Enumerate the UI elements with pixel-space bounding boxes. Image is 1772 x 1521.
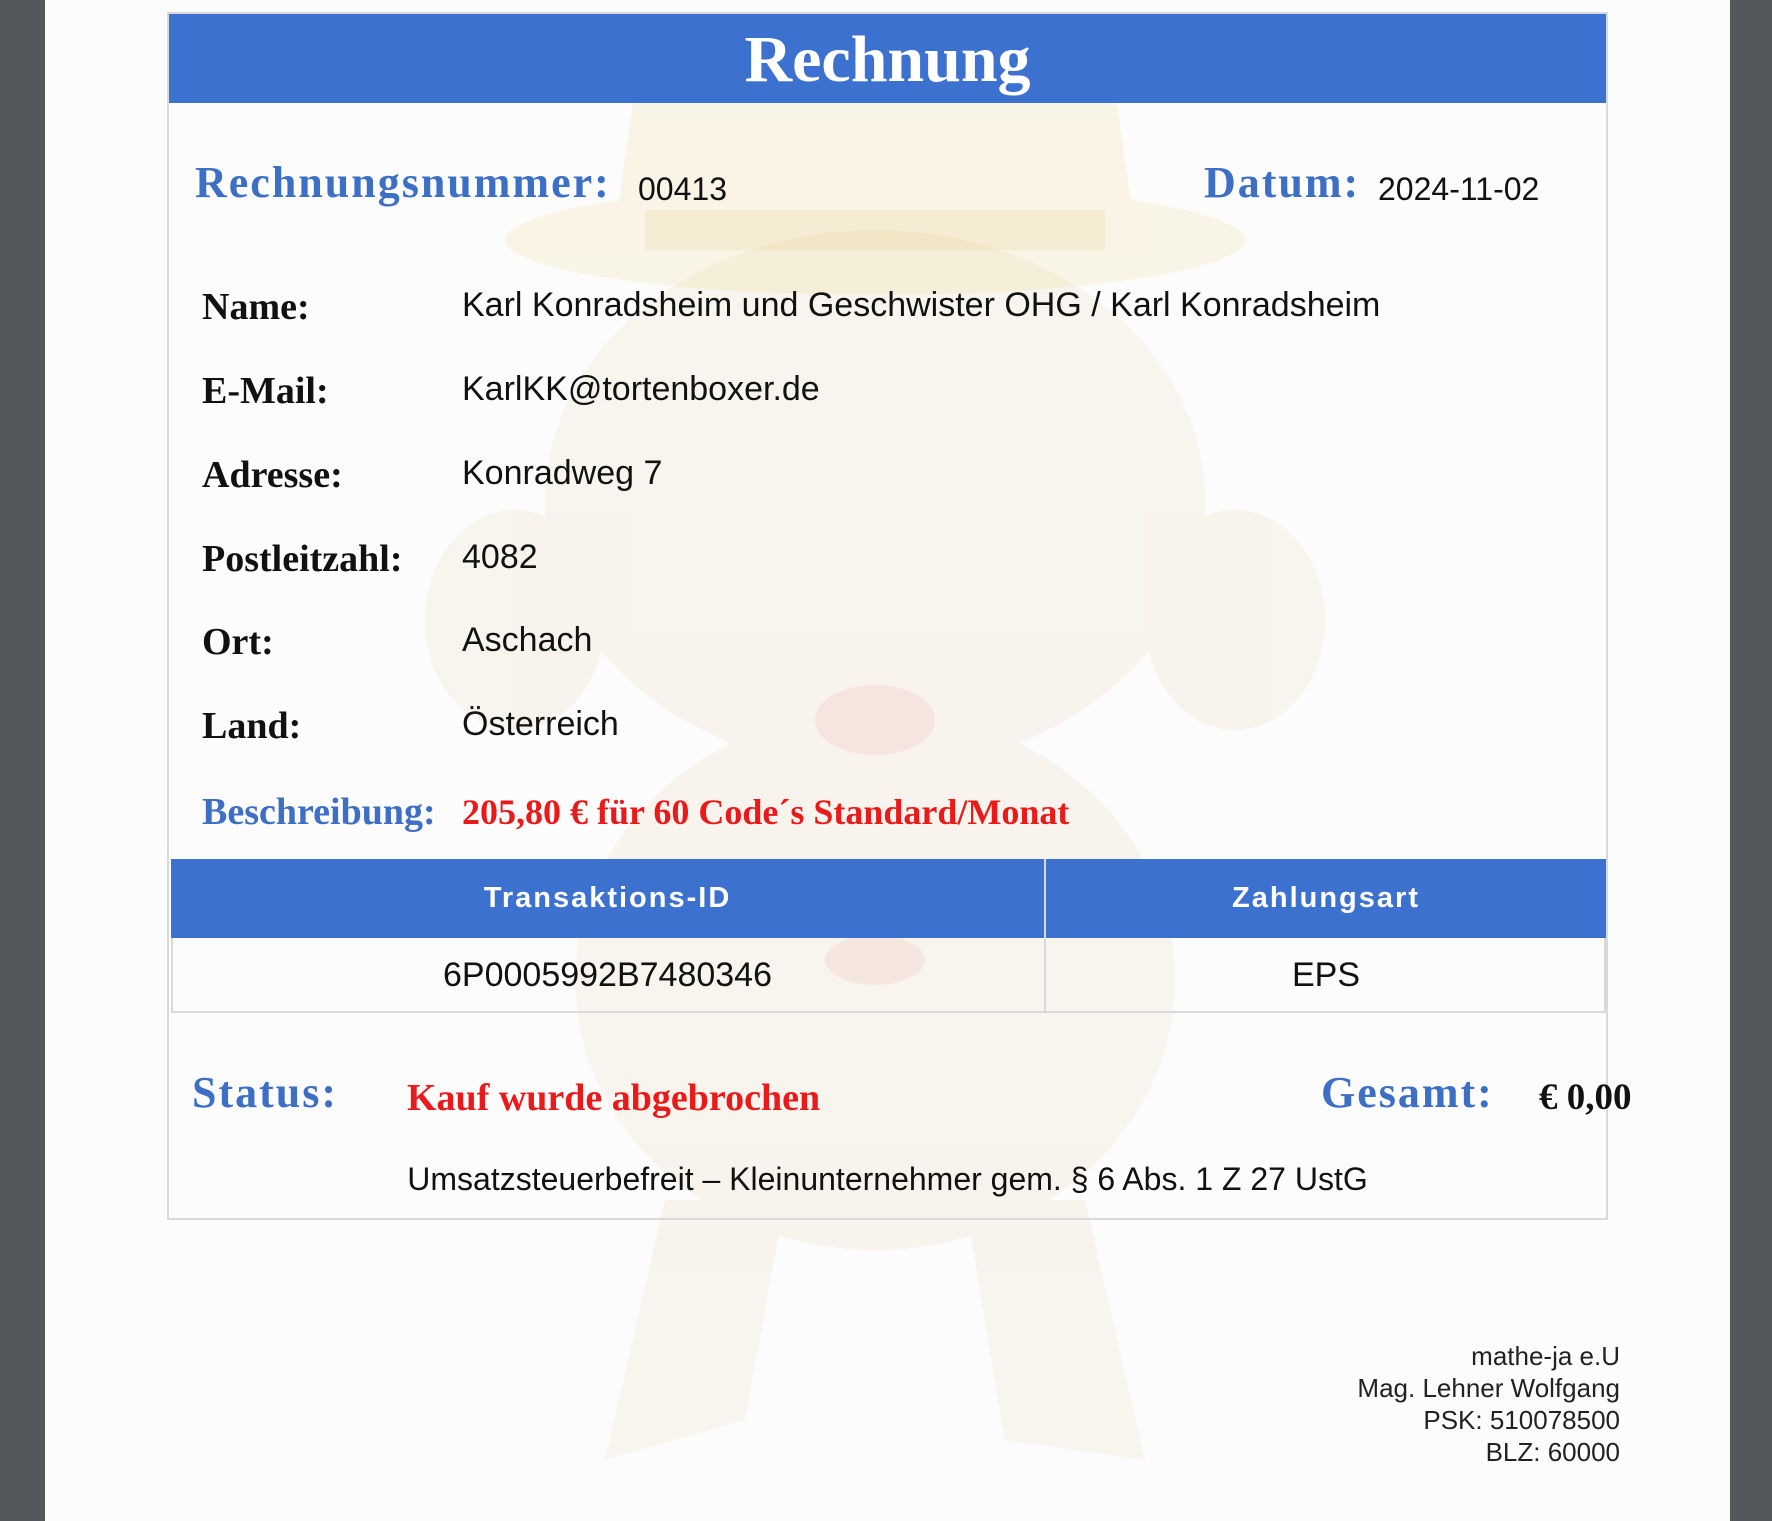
total-value: € 0,00 [1539, 1077, 1632, 1118]
transaction-id-value: 6P0005992B7480346 [443, 956, 772, 994]
city-label: Ort: [202, 621, 274, 663]
postcode-label: Postleitzahl: [202, 538, 403, 580]
table-column-divider [1044, 859, 1046, 1013]
payment-method-value: EPS [1291, 956, 1361, 994]
name-value: Karl Konradsheim und Geschwister OHG / Karl Konradsheim [462, 286, 1381, 324]
invoice-number: 00413 [638, 171, 727, 207]
country-label: Land: [202, 705, 302, 747]
city-value: Aschach [462, 621, 593, 659]
footer-psk: PSK: 510078500 [1423, 1405, 1620, 1435]
invoice-title: Rechnung [169, 14, 1606, 103]
address-label: Adresse: [202, 454, 343, 496]
footer-company: mathe-ja e.U [1471, 1341, 1620, 1371]
country-value: Österreich [462, 705, 619, 743]
total-label: Gesamt: [1321, 1068, 1494, 1117]
address-value: Konradweg 7 [462, 454, 663, 492]
description-value: 205,80 € für 60 Code´s Standard/Monat [462, 792, 1070, 832]
invoice-number-label: Rechnungsnummer: [195, 158, 611, 207]
company-footer [1357, 1340, 1620, 1468]
transaction-table [171, 859, 1606, 1013]
invoice-card [167, 12, 1632, 1220]
description-label: Beschreibung: [202, 791, 436, 833]
footer-owner: Mag. Lehner Wolfgang [1357, 1373, 1620, 1403]
invoice-date-label: Datum: [1204, 158, 1361, 207]
status-value: Kauf wurde abgebrochen [407, 1077, 821, 1119]
transaction-id-header: Transaktions-ID [171, 859, 1044, 938]
name-label: Name: [202, 286, 310, 328]
email-label: E-Mail: [202, 370, 329, 412]
postcode-value: 4082 [462, 538, 538, 576]
table-left-border [171, 938, 173, 1013]
table-bottom-border [171, 1011, 1606, 1013]
document-page [45, 0, 1730, 1521]
tax-exemption-note: Umsatzsteuerbefreit – Kleinunternehmer gem. § 6 Abs. 1 Z 27 UstG [407, 1161, 1368, 1197]
table-right-border [1604, 938, 1606, 1013]
email-value: KarlKK@tortenboxer.de [462, 370, 820, 408]
invoice-date: 2024-11-02 [1378, 171, 1540, 207]
status-label: Status: [192, 1068, 339, 1117]
payment-method-header: Zahlungsart [1046, 859, 1606, 938]
footer-blz: BLZ: 60000 [1485, 1437, 1620, 1467]
